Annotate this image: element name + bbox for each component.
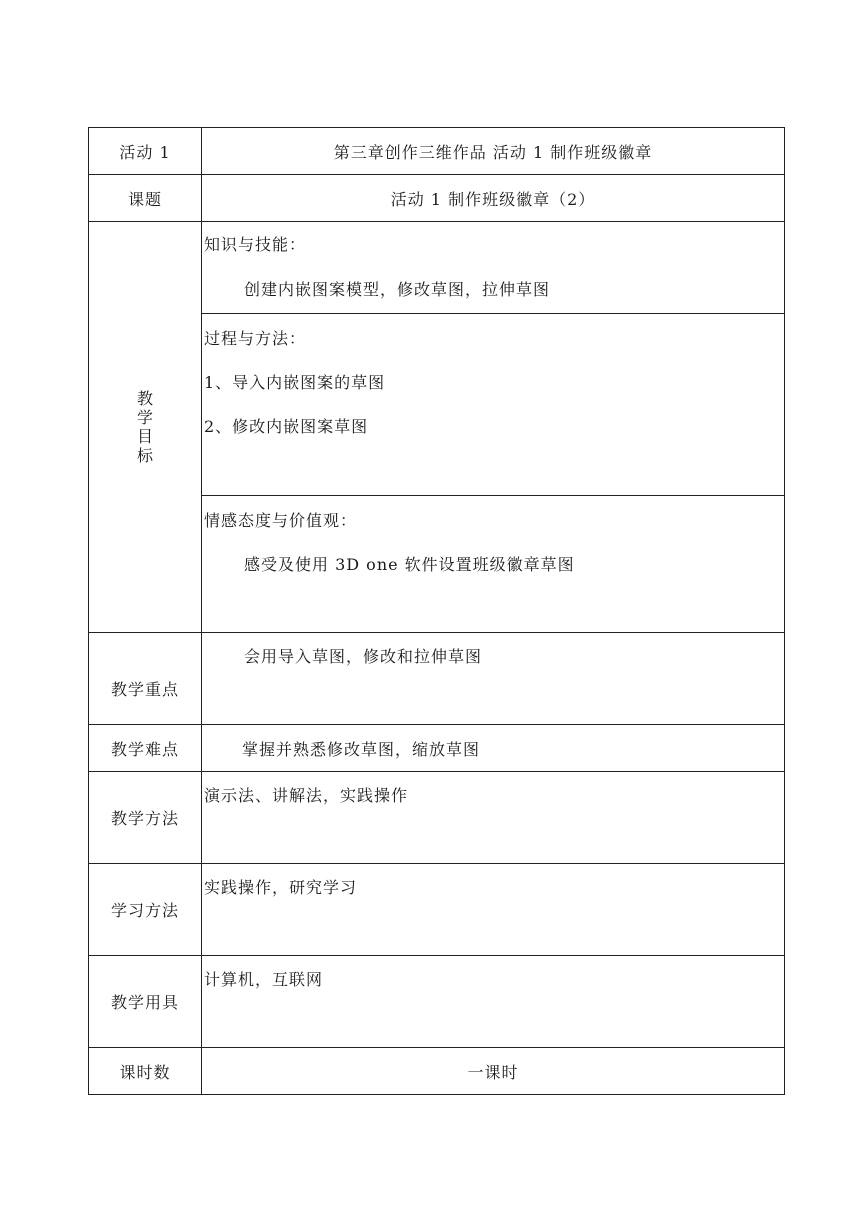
row-learning-methods <box>89 864 785 956</box>
row-activity <box>89 128 785 175</box>
difficulties-value: 掌握并熟悉修改草图，缩放草图 <box>202 725 785 772</box>
process-heading: 过程与方法： <box>204 329 307 348</box>
hours-label: 课时数 <box>89 1048 202 1095</box>
objectives-content <box>202 222 785 633</box>
knowledge-heading: 知识与技能： <box>204 235 307 254</box>
key-points-value: 会用导入草图，修改和拉伸草图 <box>244 647 483 666</box>
difficulties-label: 教学难点 <box>89 725 202 772</box>
process-item: 2、修改内嵌图案草图 <box>204 417 369 436</box>
tools-label: 教学用具 <box>89 956 202 1048</box>
row-tools <box>89 956 785 1048</box>
lesson-plan-table <box>88 127 785 1095</box>
teaching-methods-label: 教学方法 <box>89 772 202 864</box>
topic-value: 活动 1 制作班级徽章（2） <box>202 175 785 222</box>
hours-value: 一课时 <box>202 1048 785 1095</box>
row-hours <box>89 1048 785 1095</box>
process-section <box>202 314 784 496</box>
row-difficulties <box>89 725 785 772</box>
topic-label: 课题 <box>89 175 202 222</box>
learning-methods-label: 学习方法 <box>89 864 202 956</box>
emotion-heading: 情感态度与价值观： <box>204 511 358 530</box>
activity-label: 活动 1 <box>89 128 202 175</box>
row-teaching-methods <box>89 772 785 864</box>
teaching-methods-cell <box>202 772 785 864</box>
objectives-label <box>89 222 202 633</box>
activity-value: 第三章创作三维作品 活动 1 制作班级徽章 <box>202 128 785 175</box>
knowledge-section <box>202 222 784 314</box>
process-item: 1、导入内嵌图案的草图 <box>204 373 386 392</box>
teaching-methods-value: 演示法、讲解法，实践操作 <box>204 786 409 805</box>
emotion-section <box>202 496 784 632</box>
row-objectives <box>89 222 785 633</box>
objectives-label-char: 教 <box>136 389 153 408</box>
row-key-points <box>89 633 785 725</box>
learning-methods-value: 实践操作，研究学习 <box>204 878 358 897</box>
objectives-label-char: 标 <box>136 446 153 465</box>
row-topic <box>89 175 785 222</box>
learning-methods-cell <box>202 864 785 956</box>
key-points-label: 教学重点 <box>89 633 202 725</box>
key-points-cell <box>202 633 785 725</box>
emotion-line: 感受及使用 3D one 软件设置班级徽章草图 <box>244 555 575 574</box>
knowledge-line: 创建内嵌图案模型，修改草图，拉伸草图 <box>244 280 551 299</box>
objectives-label-char: 学 <box>136 408 153 427</box>
tools-cell <box>202 956 785 1048</box>
tools-value: 计算机，互联网 <box>204 970 324 989</box>
objectives-label-char: 目 <box>136 427 153 446</box>
